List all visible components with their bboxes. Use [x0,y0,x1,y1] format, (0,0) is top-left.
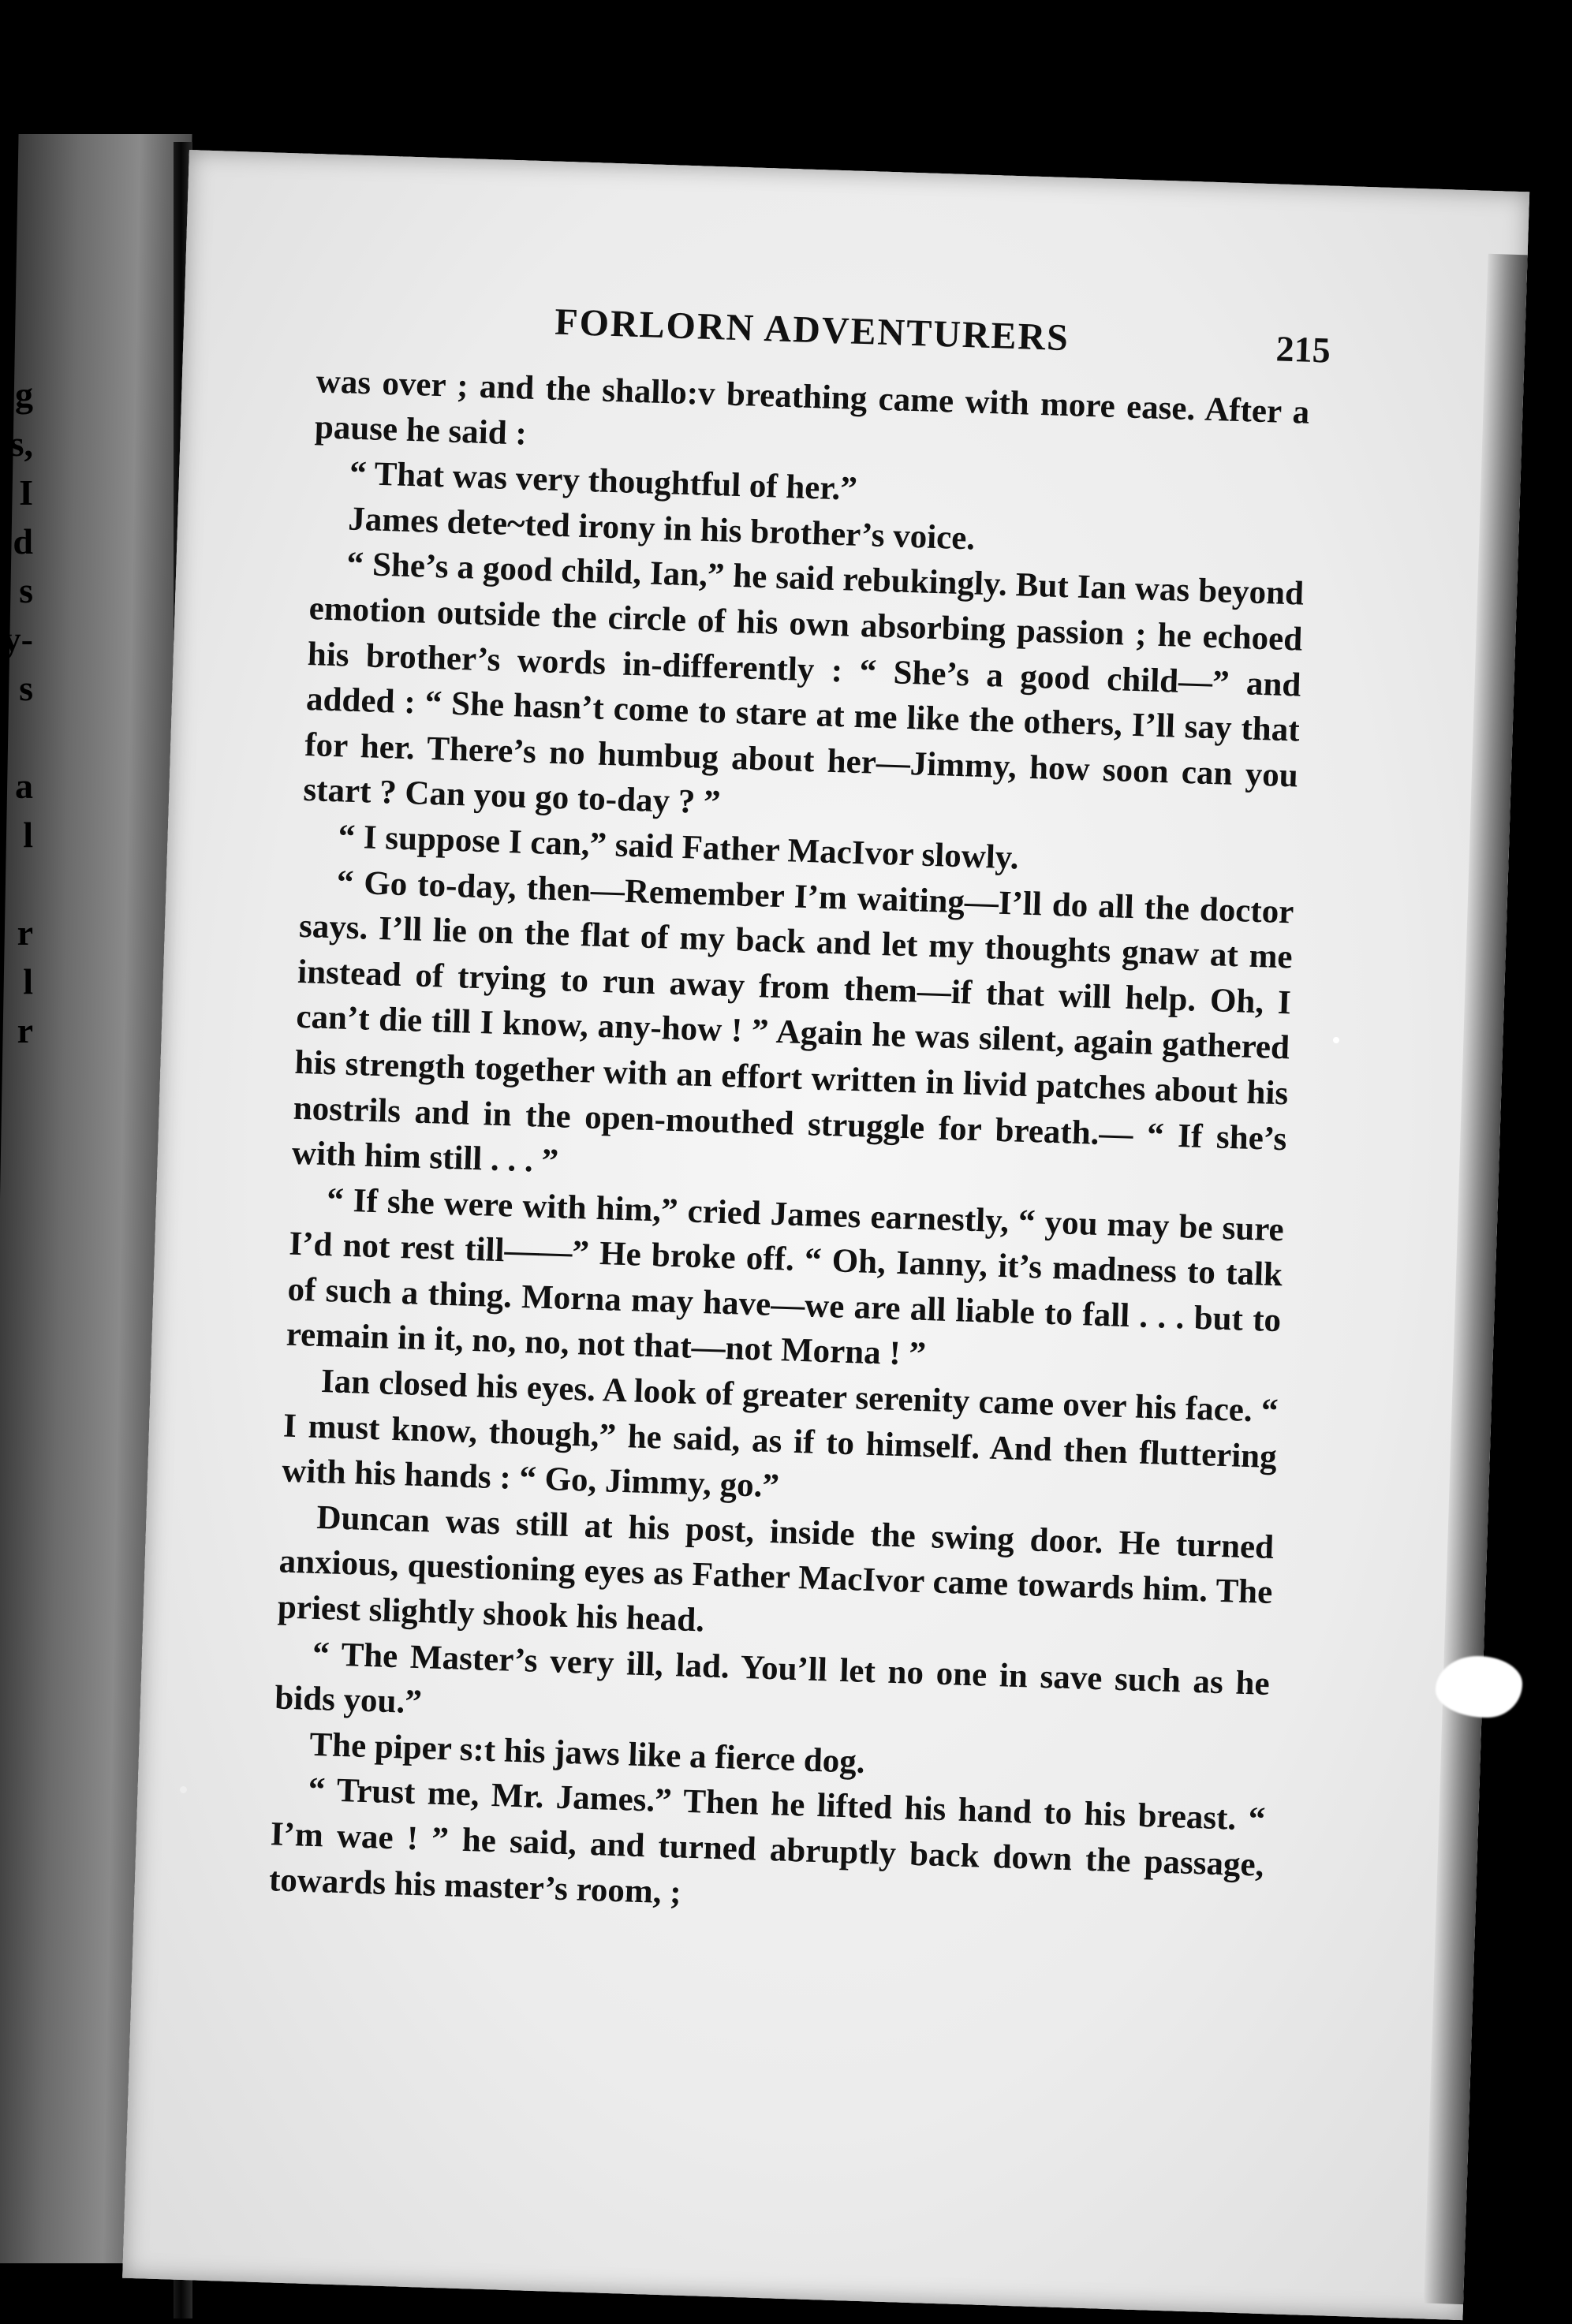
dust-speck [1333,1037,1339,1043]
body-text [268,359,1310,1934]
paragraph: “ Trust me, Mr. James.” Then he lifted his hand to his breast. “ I’m wae ! ” he said, and turned abruptly back down the passage, towards his master’s room, ; [268,1771,1266,1912]
margin-fragment: r [17,1010,33,1050]
margin-fragment: a [15,766,33,806]
paragraph: was over ; and the shallo:v breathing came with more ease. After a pause he said : [314,363,1310,453]
paragraph: “ I suppose I can,” said Father MacIvor slowly. [338,818,1020,877]
paragraph: Duncan was still at his post, inside the swing door. He turned anxious, questioning eyes as Father MacIvor came towards him. The priest slightly shook his head. [277,1498,1275,1639]
margin-fragment: g [15,375,33,415]
dust-speck [180,1786,187,1793]
margin-fragment [2,860,33,908]
left-page-margin-text [2,371,33,1080]
margin-fragment: l [23,961,33,1002]
margin-fragment: y- [2,619,33,659]
margin-fragment: l [23,815,33,855]
paragraph: “ That was very thoughtful of her.” [349,454,858,508]
margin-fragment: s [19,668,33,708]
book-page [122,150,1529,2320]
margin-fragment: s [19,570,33,610]
paper-damage-spot [1436,1656,1522,1718]
margin-fragment: s, [9,423,33,464]
page-edge [1424,254,1528,2304]
paragraph: The piper s:t his jaws like a fierce dog. [308,1725,866,1781]
paragraph: “ She’s a good child, Ian,” he said rebukingly. But Ian was beyond emotion outside the circle of his own absorbing passion ; he echoed his brother’s words in-differently : “ She’s a good child—” and added : “ She hasn’t come to stare at me like the others, I’ll say that for her. There’s no humbug about her—Jimmy, how soon can you start ? Can you go to-day ? ” [302,545,1305,822]
margin-fragment: d [13,521,33,561]
running-head-title: FORLORN ADVENTURERS [554,300,1070,360]
margin-fragment: r [17,912,33,953]
margin-fragment [2,713,33,762]
page-number: 215 [1275,328,1331,371]
paragraph: Ian closed his eyes. A look of greater serenity came over his face. “ I must know, though,” he said, as if to himself. And then fluttering with his hands : “ Go, Jimmy, go.” [281,1363,1279,1505]
margin-fragment: I [19,472,33,513]
paragraph: “ If she were with him,” cried James earnestly, “ you may be sure I’d not rest till——” He broke off. “ Oh, Ianny, it’s madness to talk of such a thing. Morna may have—we are all liable to fall . . . but to remain in it, no, no, not that—not Morna ! ” [286,1181,1285,1374]
paragraph: James dete~ted irony in his brother’s voice. [347,500,976,558]
paragraph: “ The Master’s very ill, lad. You’ll let no one in save such as he bids you.” [274,1635,1271,1722]
paragraph: “ Go to-day, then—Remember I’m waiting—I’ll do all the doctor says. I’ll lie on the flat of my back and let my thoughts gnaw at me instead of trying to run away from them—if that will help. Oh, I can’t die till I know, any-how ! ” Again he was silent, again gathered his strength together with an effort written in livid patches about his nostrils and in the open-mouthed struggle for breath.— “ If she’s with him still . . . ” [291,863,1295,1181]
